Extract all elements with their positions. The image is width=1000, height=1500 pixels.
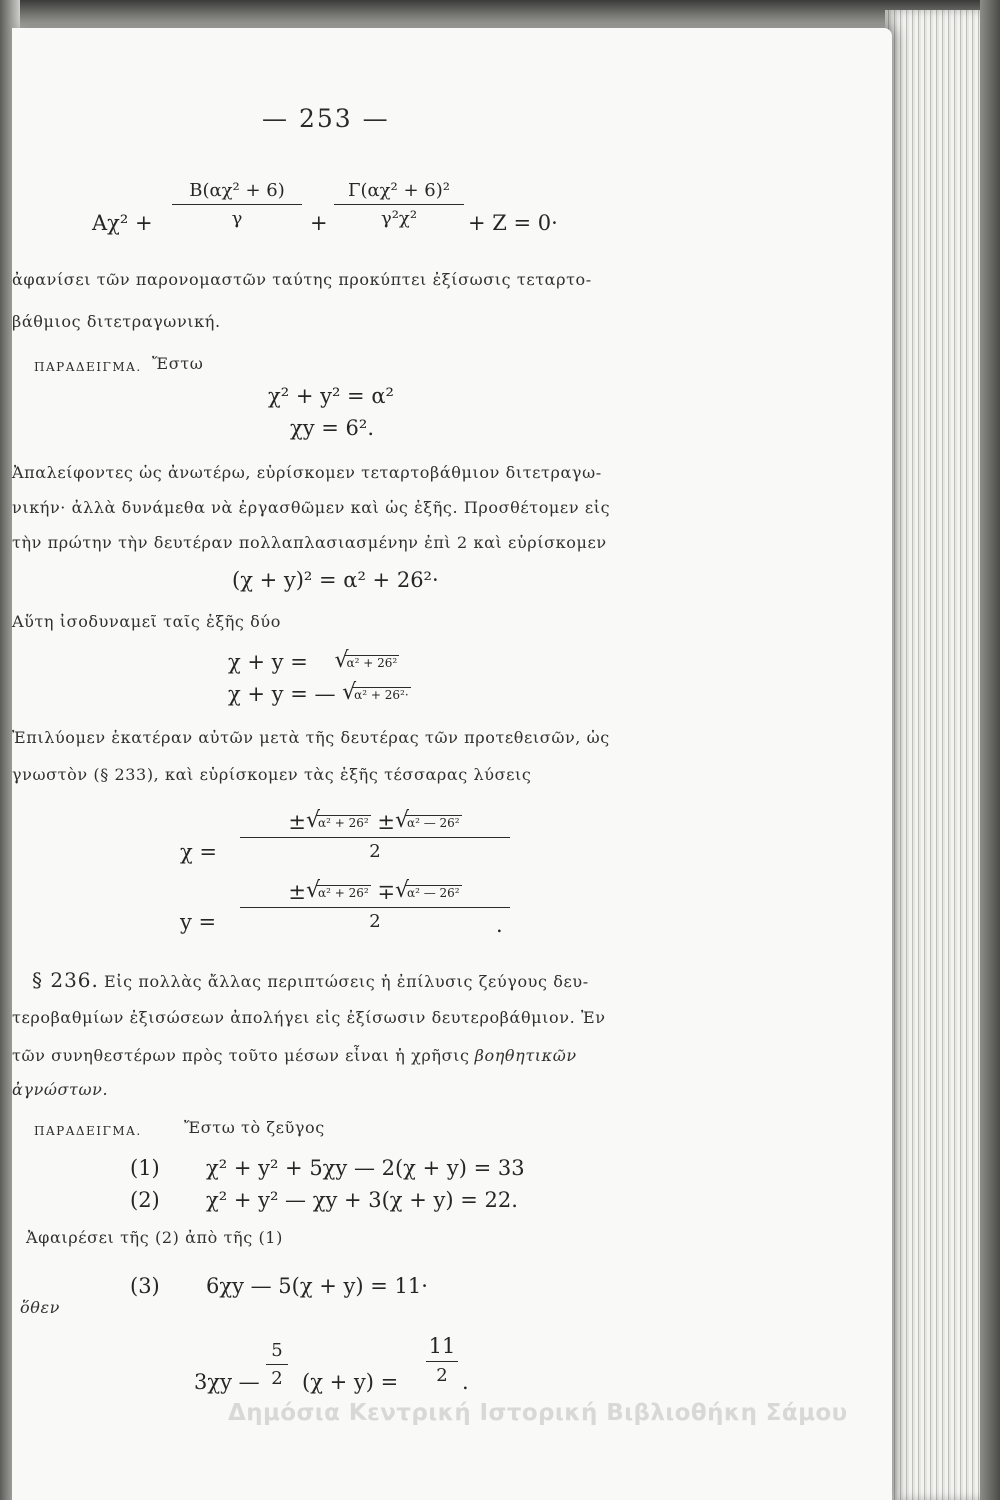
system-equation-2: χ² + y² — χy + 3(χ + y) = 22. [206, 1188, 518, 1212]
solution-x-fraction: ± √ α² + 26² ± √ α² — 26² 2 [240, 810, 510, 862]
italic-term: ἀγνώστων. [12, 1080, 109, 1099]
equation-1-fraction-2: Γ(αχ² + 6)² γ²χ² [334, 180, 464, 229]
example-intro: Ἔστω [152, 354, 204, 373]
paragraph-line: Ἐπιλύομεν ἑκατέραν αὐτῶν μετὰ τῆς δευτέρας τῶν προτεθεισῶν, ὡς [12, 728, 610, 747]
paragraph-line: τεροβαθμίων ἐξισώσεων ἀπολήγει εἰς ἐξίσωσιν δευτεροβάθμιον. Ἐν [12, 1008, 606, 1027]
system-equation-1: χ² + y² + 5χy — 2(χ + y) = 33 [206, 1156, 525, 1180]
final-equation-fraction-1: 5 2 [266, 1340, 288, 1389]
paragraph-line: νικήν· ἀλλὰ δυνάμεθα νὰ ἐργασθῶμεν καὶ ὡς ἑξῆς. Προσθέτομεν εἰς [12, 498, 611, 517]
equation-sum: (χ + y)² = α² + 26²· [232, 568, 439, 592]
final-equation-mid: (χ + y) = [302, 1370, 399, 1394]
paragraph-line: γνωστὸν (§ 233), καὶ εὑρίσκομεν τὰς ἑξῆς τέσσαρας λύσεις [12, 765, 532, 784]
equation-1-plus: + [310, 211, 328, 235]
equation-number: (2) [130, 1188, 160, 1212]
example-label: ΠΑΡΑΔΕΙΓΜΑ. [34, 1124, 142, 1138]
equation-1-tail: + Ζ = 0· [468, 211, 558, 235]
equation-number: (3) [130, 1274, 160, 1298]
final-equation-tail: . [462, 1370, 469, 1394]
section-236-line-1: § 236. Εἰς πολλὰς ἄλλας περιπτώσεις ἡ ἐπίλυσις ζεύγους δευ- [32, 968, 589, 992]
paragraph-line: τὴν πρώτην τὴν δευτέραν πολλαπλασιασμένην ἐπὶ 2 καὶ εὑρίσκομεν [12, 533, 607, 552]
example-intro: Ἔστω τὸ ζεῦγος [184, 1118, 325, 1137]
equation-1-fraction-1: Β(αχ² + 6) γ [172, 180, 302, 229]
example-1-equation-a: χ² + y² = α² [268, 384, 394, 408]
text-line: ἀφανίσει τῶν παρονομαστῶν ταύτης προκύπτει ἐξίσωσις τεταρτο- [12, 270, 592, 289]
page-number: — 253 — [262, 104, 390, 133]
solution-y-fraction: ± √ α² + 26² ∓ √ α² — 26² 2 [240, 880, 510, 932]
paragraph-line: Ἀπαλείφοντες ὡς ἀνωτέρω, εὑρίσκομεν τεταρτοβάθμιον διτετραγω- [12, 463, 602, 482]
solution-y-lhs: y = [180, 910, 217, 934]
paragraph-line: Ἀφαιρέσει τῆς (2) ἀπὸ τῆς (1) [26, 1228, 283, 1247]
example-label: ΠΑΡΑΔΕΙΓΜΑ. [34, 360, 142, 374]
text-line: βάθμιος διτετραγωνική. [12, 312, 221, 331]
library-watermark: Δημόσια Κεντρική Ιστορική Βιβλιοθήκη Σάμου [228, 1400, 848, 1426]
equation-3: 6χy — 5(χ + y) = 11· [206, 1274, 428, 1298]
solution-y-tail: . [496, 913, 503, 937]
radical: √ α² + 26²· [342, 680, 409, 705]
section-236-line-3: τῶν συνηθεστέρων πρὸς τοῦτο μέσων εἶναι ἡ χρῆσις βοηθητικῶν [12, 1046, 577, 1065]
equation-number: (1) [130, 1156, 160, 1180]
book-page [12, 28, 892, 1500]
example-1-equation-b: χy = 6². [290, 416, 374, 440]
section-number: § 236. [32, 968, 99, 992]
hence-word: ὅθεν [20, 1298, 60, 1317]
equation-1-lead: Αχ² + [92, 211, 153, 235]
equation-pair-b: χ + y = — √ α² + 26²· [228, 680, 409, 706]
page-content [12, 28, 892, 1500]
paragraph-line: Αὕτη ἰσοδυναμεῖ ταῖς ἑξῆς δύο [12, 612, 281, 631]
final-equation-lead: 3χy — [194, 1370, 260, 1394]
book-edge-shadow [980, 0, 1000, 1500]
italic-term: βοηθητικῶν [474, 1046, 577, 1065]
equation-pair-a: χ + y = √ α² + 26² [228, 648, 398, 674]
solution-x-lhs: χ = [180, 840, 217, 864]
final-equation-fraction-2: 11 2 [426, 1334, 458, 1386]
radical: √ α² + 26² [334, 648, 398, 673]
